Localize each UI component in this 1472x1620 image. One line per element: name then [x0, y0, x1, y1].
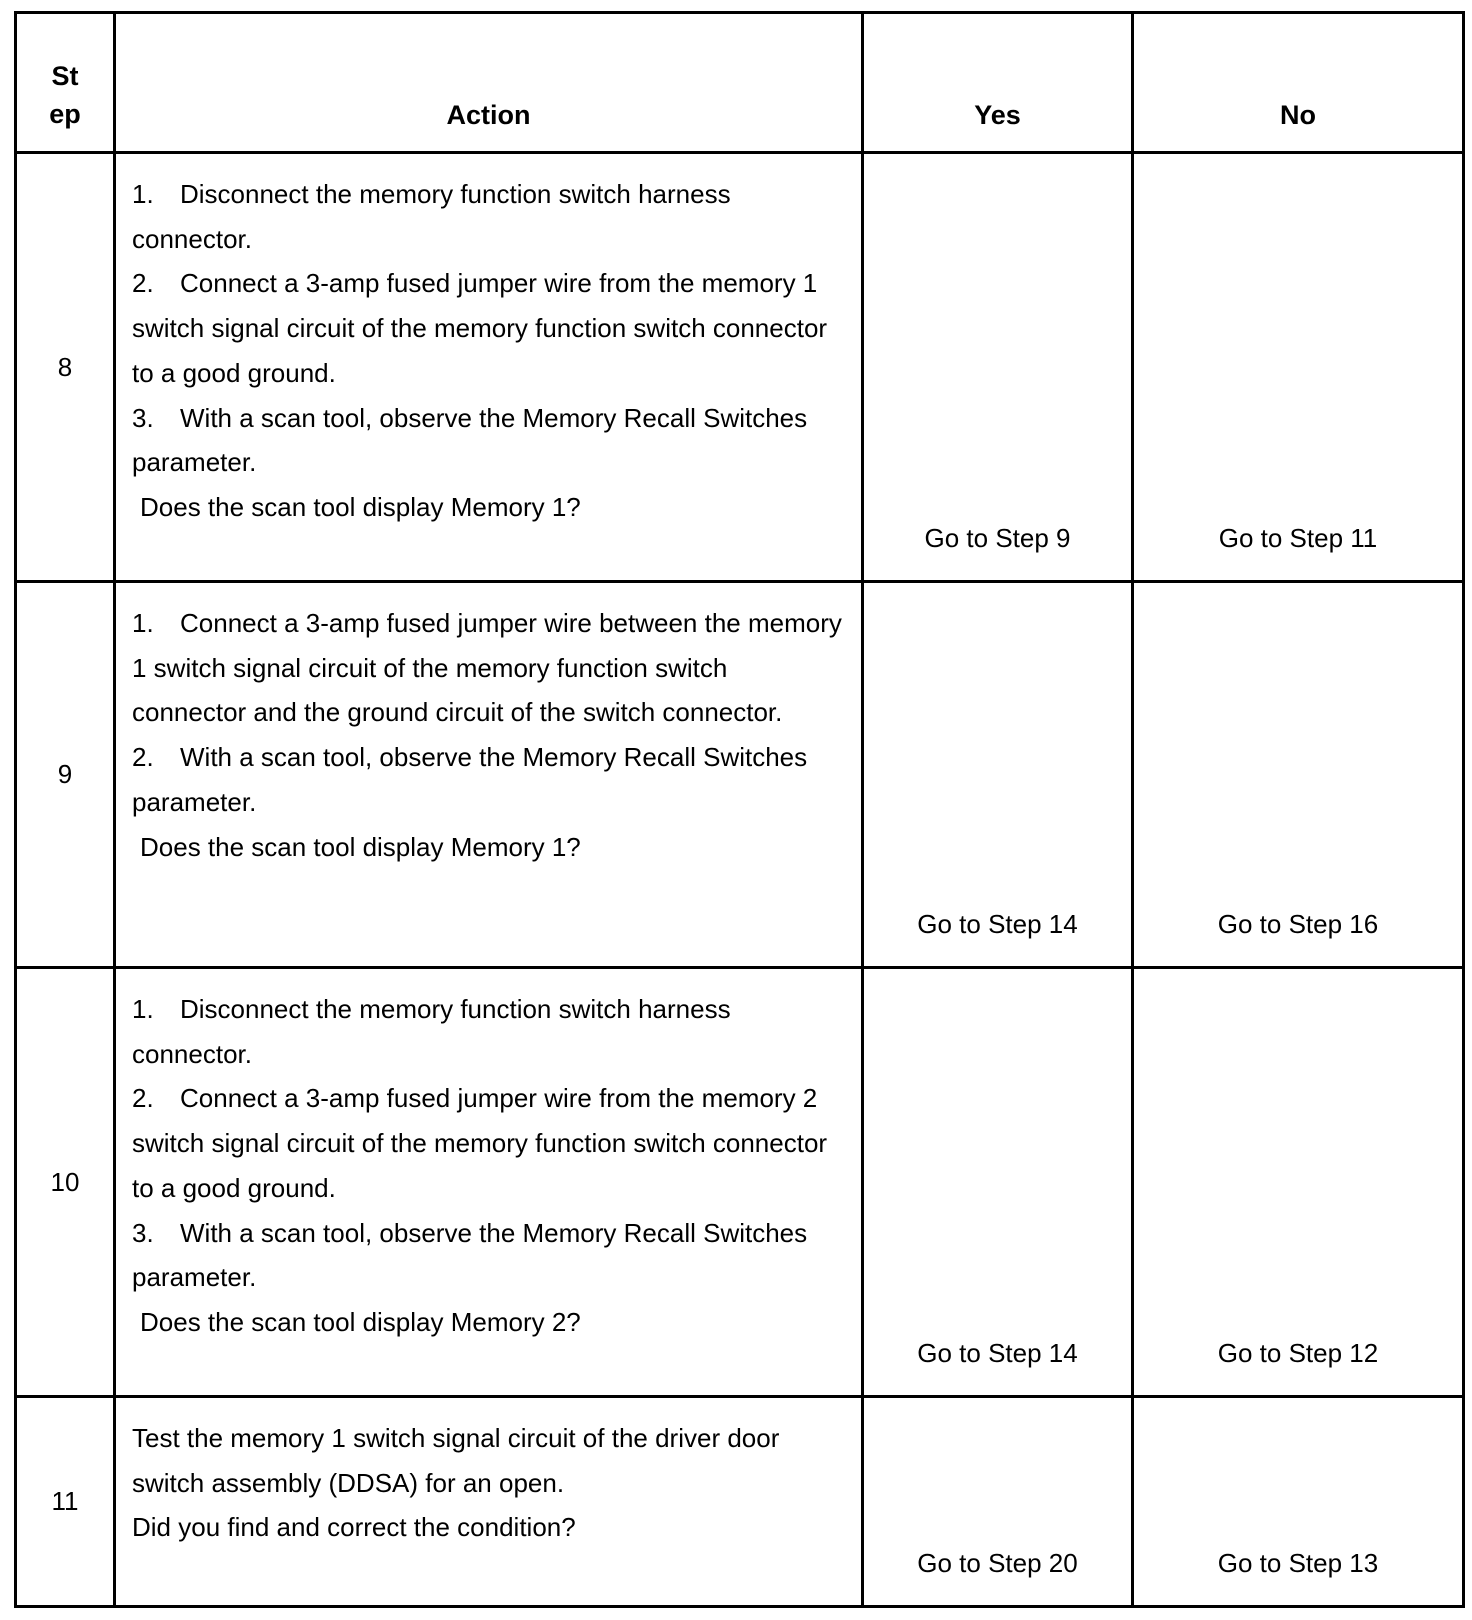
action-item: 2. Connect a 3-amp fused jumper wire from the memory 2 switch signal circuit of the memory function switch connector to a good ground.: [132, 1083, 828, 1203]
action-item: 1. Disconnect the memory function switch harness connector.: [132, 994, 731, 1069]
no-answer: Go to Step 13: [1133, 1397, 1464, 1607]
action-item: 2. With a scan tool, observe the Memory Recall Switches parameter.: [132, 742, 808, 817]
no-answer: Go to Step 12: [1133, 968, 1464, 1397]
yes-answer: Go to Step 20: [863, 1397, 1133, 1607]
no-answer: Go to Step 16: [1133, 582, 1464, 968]
action-question: Does the scan tool display Memory 1?: [140, 831, 581, 862]
step-number: 10: [16, 968, 115, 1397]
yes-answer: Go to Step 14: [863, 582, 1133, 968]
action-question: Does the scan tool display Memory 2?: [140, 1306, 581, 1337]
action-cell: [115, 153, 863, 582]
yes-answer: Go to Step 14: [863, 968, 1133, 1397]
table-row: [16, 968, 1464, 1397]
action-item: 3. With a scan tool, observe the Memory Recall Switches parameter.: [132, 1217, 808, 1293]
table-row: [16, 582, 1464, 968]
header-no: No: [1133, 13, 1464, 153]
action-item: 1. Connect a 3-amp fused jumper wire between the memory 1 switch signal circuit of the memory function switch connector and the ground circuit of the switch connector.: [132, 608, 842, 728]
action-cell: [115, 968, 863, 1397]
step-number: 8: [16, 153, 115, 582]
header-step: [16, 13, 115, 153]
step-number: 9: [16, 582, 115, 968]
header-action: Action: [115, 13, 863, 153]
action-item: 1. Disconnect the memory function switch harness connector.: [132, 179, 731, 254]
header-step-line1: St: [51, 61, 79, 91]
table-row: [16, 1397, 1464, 1607]
action-steps: [132, 987, 845, 1300]
action-steps: [132, 601, 845, 825]
action-cell: [115, 582, 863, 968]
step-number: 11: [16, 1397, 115, 1607]
header-step-line2: ep: [49, 99, 81, 129]
diagnostic-table: [14, 11, 1465, 1608]
action-question: Did you find and correct the condition?: [132, 1512, 576, 1543]
action-text: Test the memory 1 switch signal circuit of the driver door switch assembly (DDSA) for an open.: [132, 1423, 780, 1498]
action-cell: [115, 1397, 863, 1607]
table-row: [16, 153, 1464, 582]
action-question: Does the scan tool display Memory 1?: [140, 491, 581, 522]
no-answer: Go to Step 11: [1133, 153, 1464, 582]
yes-answer: Go to Step 9: [863, 153, 1133, 582]
table-header-row: [16, 13, 1464, 153]
action-steps: [132, 172, 845, 485]
action-item: 3. With a scan tool, observe the Memory Recall Switches parameter.: [132, 402, 808, 478]
header-yes: Yes: [863, 13, 1133, 153]
action-item: 2. Connect a 3-amp fused jumper wire from the memory 1 switch signal circuit of the memory function switch connector to a good ground.: [132, 268, 828, 388]
